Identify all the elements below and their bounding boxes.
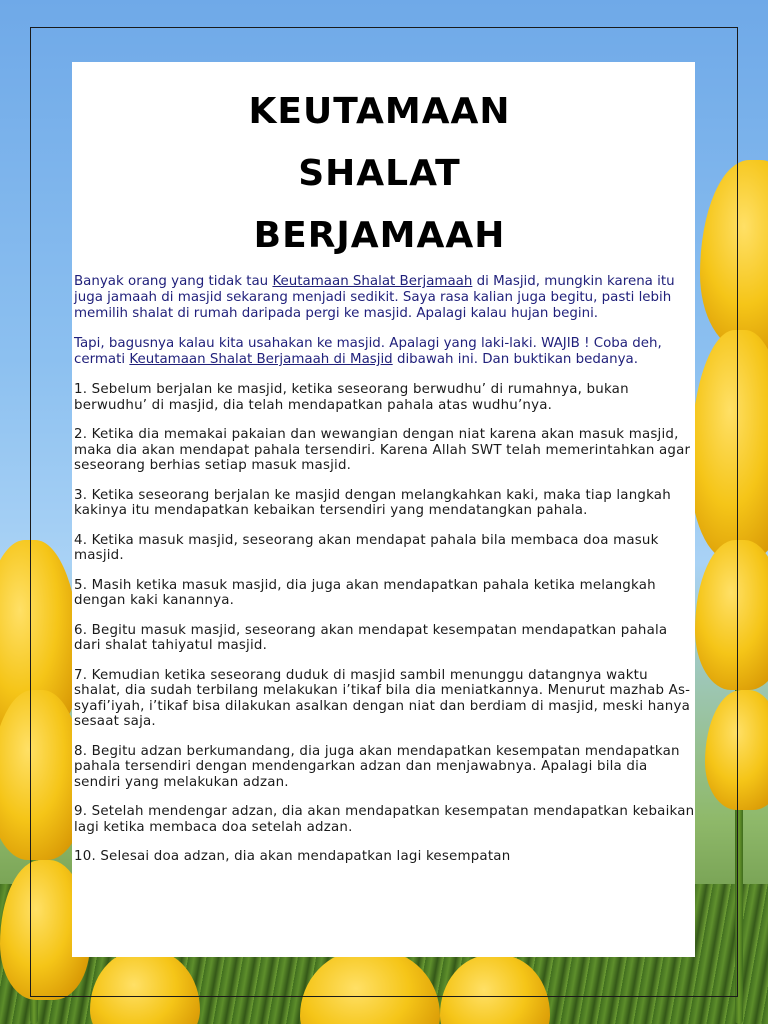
list-item: 9. Setelah mendengar adzan, dia akan mendapatkan kesempatan mendapatkan kebaikan lagi ketika membaca doa setelah adzan. <box>74 804 695 835</box>
list-item: 2. Ketika dia memakai pakaian dan wewangian dengan niat karena akan masuk masjid, maka dia akan mendapat pahala tersendiri. Karena Allah SWT telah memerintahkan agar seseorang berhias setiap masuk masjid. <box>74 427 691 473</box>
intro-text: Banyak orang yang tidak tau <box>74 274 273 289</box>
document-page <box>72 62 695 957</box>
intro-text: di Masjid, mungkin karena itu juga jamaah di masjid sekarang menjadi sedikit. Saya rasa kalian juga begitu, pasti lebih memilih shalat di rumah daripada pergi ke masjid. Apalagi kalau hujan begini. <box>74 274 675 321</box>
list-item: 3. Ketika seseorang berjalan ke masjid dengan melangkahkan kaki, maka tiap langkah kakinya itu mendapatkan kebaikan tersendiri yang mendatangkan pahala. <box>74 487 671 518</box>
intro-text: dibawah ini. Dan buktikan bedanya. <box>392 352 638 367</box>
list-item: 10. Selesai doa adzan, dia akan mendapatkan lagi kesempatan <box>74 849 511 864</box>
list-item: 6. Begitu masuk masjid, seseorang akan mendapat kesempatan mendapatkan pahala dari shalat tahiyatul masjid. <box>74 622 668 653</box>
title-line-3: BERJAMAAH <box>253 215 506 256</box>
title-line-1: KEUTAMAAN <box>248 91 511 132</box>
list-item: 5. Masih ketika masuk masjid, dia juga akan mendapatkan pahala ketika melangkah dengan kaki kanannya. <box>74 577 656 608</box>
title-line-2: SHALAT <box>298 153 461 194</box>
list-item: 1. Sebelum berjalan ke masjid, ketika seseorang berwudhu’ di rumahnya, bukan berwudhu’ di masjid, dia telah mendapatkan pahala atas wudhu’nya. <box>74 382 629 413</box>
keutamaan-link[interactable]: Keutamaan Shalat Berjamaah <box>272 274 473 289</box>
intro-text: Tapi, bagusnya kalau kita usahakan ke masjid. Apalagi yang laki-laki. WAJIB ! Coba deh, cermati <box>74 336 662 367</box>
page-title <box>74 88 695 260</box>
list-item: 7. Kemudian ketika seseorang duduk di masjid sambil menunggu datangnya waktu shalat, dia sudah terbilang melakukan i’tikaf bila dia meniatkannya. Menurut mazhab As-syafi’iyah, i’tikaf bisa dilakukan asalkan dengan niat dan berdiam di masjid, meski hanya sesaat saja. <box>74 667 691 729</box>
intro-paragraph-2 <box>74 336 695 368</box>
keutamaan-masjid-link[interactable]: Keutamaan Shalat Berjamaah di Masjid <box>129 352 393 367</box>
list-item: 4. Ketika masuk masjid, seseorang akan mendapat pahala bila membaca doa masuk masjid. <box>74 532 659 563</box>
intro-paragraph-1 <box>74 274 695 322</box>
list-item: 8. Begitu adzan berkumandang, dia juga akan mendapatkan kesempatan mendapatkan pahala tersendiri dengan mendengarkan adzan dan menjawabnya. Apalagi bila dia sendiri yang melakukan adzan. <box>74 743 680 790</box>
